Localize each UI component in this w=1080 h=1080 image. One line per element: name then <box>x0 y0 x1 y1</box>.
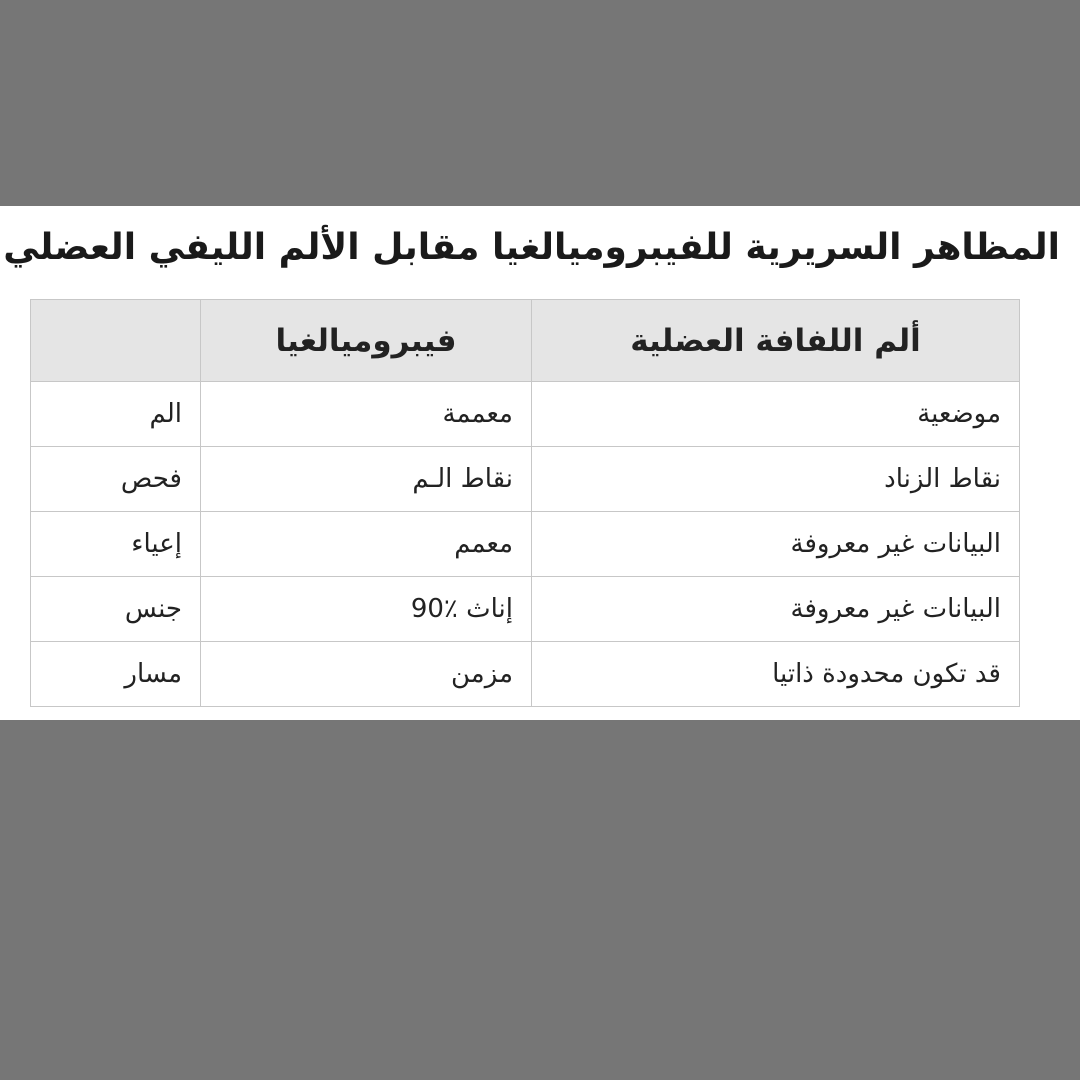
myofascial-cell: نقاط الزناد <box>532 447 1020 512</box>
page-title: المظاهر السريرية للفيبروميالغيا مقابل الألم الليفي العضلي <box>3 227 1060 268</box>
content-panel <box>0 206 1080 720</box>
fibromyalgia-cell: معمم <box>201 512 532 577</box>
table-row <box>31 577 1020 642</box>
fibromyalgia-cell: نقاط الـم <box>201 447 532 512</box>
row-label-cell: الم <box>31 382 201 447</box>
header-cell-myofascial: ألم اللفافة العضلية <box>532 300 1020 382</box>
fibromyalgia-cell: إناث ٪90 <box>201 577 532 642</box>
table-row <box>31 382 1020 447</box>
row-label-cell: فحص <box>31 447 201 512</box>
header-cell-label <box>31 300 201 382</box>
myofascial-cell: قد تكون محدودة ذاتيا <box>532 642 1020 707</box>
fibromyalgia-cell: مزمن <box>201 642 532 707</box>
myofascial-cell: البيانات غير معروفة <box>532 512 1020 577</box>
myofascial-cell: موضعية <box>532 382 1020 447</box>
comparison-table <box>30 299 1020 707</box>
table-row <box>31 642 1020 707</box>
row-label-cell: مسار <box>31 642 201 707</box>
myofascial-cell: البيانات غير معروفة <box>532 577 1020 642</box>
fibromyalgia-cell: معممة <box>201 382 532 447</box>
row-label-cell: جنس <box>31 577 201 642</box>
row-label-cell: إعياء <box>31 512 201 577</box>
table-row <box>31 512 1020 577</box>
table-row <box>31 447 1020 512</box>
header-cell-fibromyalgia: فيبروميالغيا <box>201 300 532 382</box>
table-header-row <box>31 300 1020 382</box>
